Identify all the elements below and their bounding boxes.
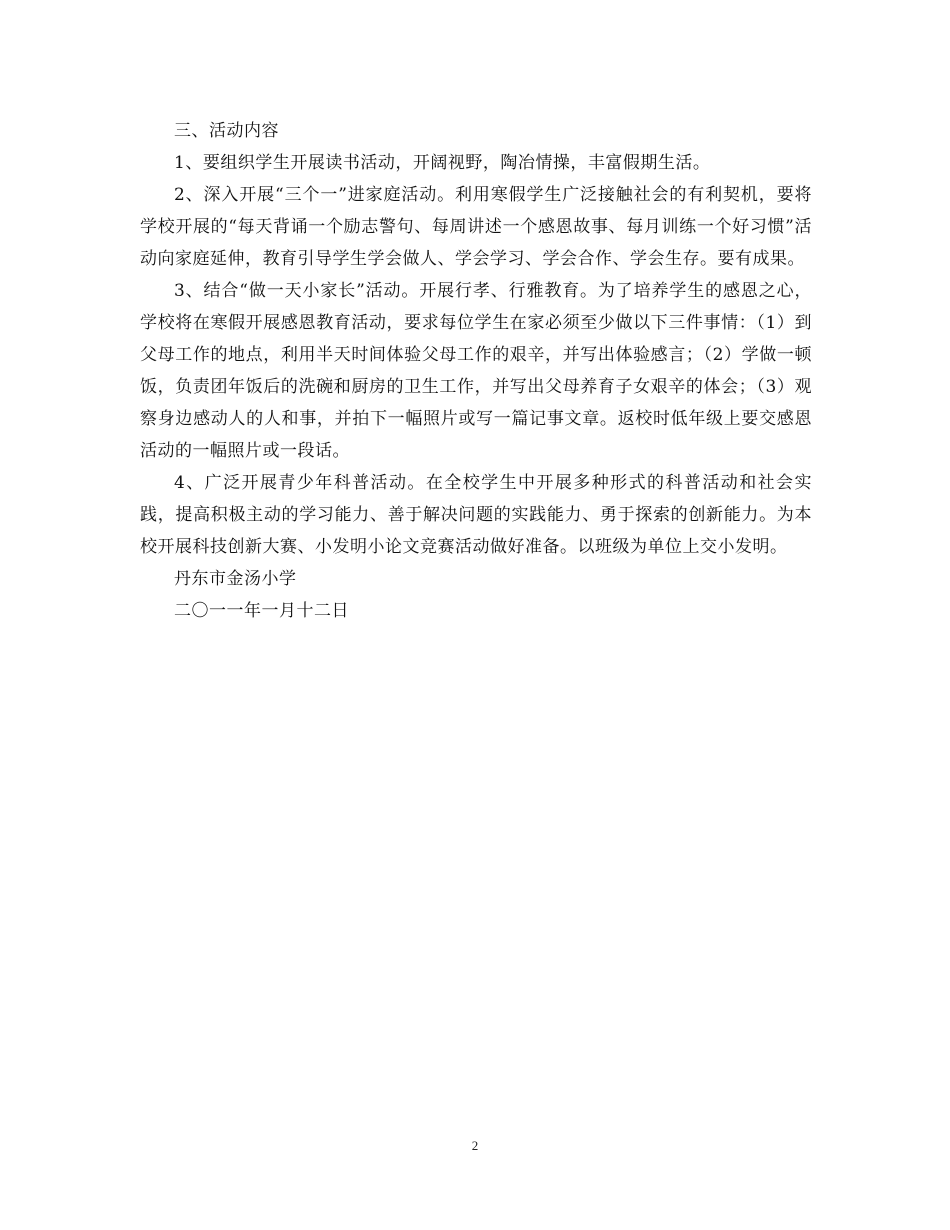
- page-number: 2: [471, 1138, 479, 1153]
- document-body: [140, 115, 812, 627]
- section-heading: 三、活动内容: [174, 121, 279, 141]
- signature-organization: 丹东市金汤小学: [174, 569, 297, 589]
- paragraph-item-3: 3、结合“做一天小家长”活动。开展行孝、行雅教育。为了培养学生的感恩之心，学校将在寒假开展感恩教育活动，要求每位学生在家必须至少做以下三件事情：（1）到父母工作的地点，利用半天时间体验父母工作的艰辛，并写出体验感言；（2）学做一顿饭，负责团年饭后的洗碗和厨房的卫生工作，并写出父母养育子女艰辛的体会；（3）观察身边感动人的人和事，并拍下一幅照片或写一篇记事文章。返校时低年级上要交感恩活动的一幅照片或一段话。: [140, 281, 812, 461]
- paragraph-item-1: 1、要组织学生开展读书活动，开阔视野，陶冶情操，丰富假期生活。: [174, 153, 711, 173]
- paragraph-item-4: 4、广泛开展青少年科普活动。在全校学生中开展多种形式的科普活动和社会实践，提高积极主动的学习能力、善于解决问题的实践能力、勇于探索的创新能力。为本校开展科技创新大赛、小发明小论文竞赛活动做好准备。以班级为单位上交小发明。: [140, 473, 812, 557]
- paragraph-item-2: 2、深入开展“三个一”进家庭活动。利用寒假学生广泛接触社会的有利契机，要将学校开展的“每天背诵一个励志警句、每周讲述一个感恩故事、每月训练一个好习惯”活动向家庭延伸，教育引导学生学会做人、学会学习、学会合作、学会生存。要有成果。: [140, 185, 812, 269]
- signature-date: 二〇一一年一月十二日: [174, 601, 349, 621]
